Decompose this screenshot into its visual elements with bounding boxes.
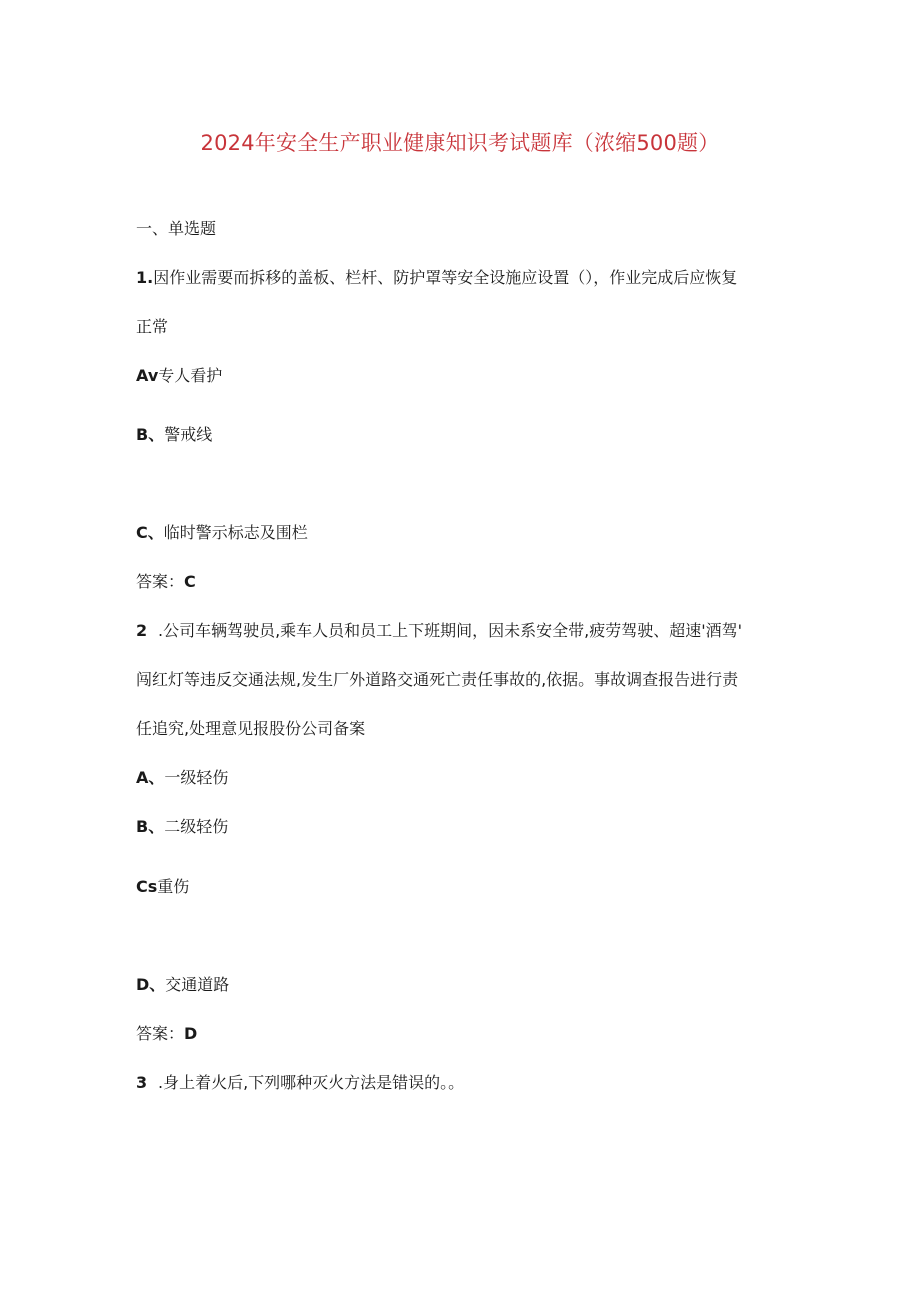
document-title: 2024年安全生产职业健康知识考试题库（浓缩500题） <box>200 131 720 155</box>
question-1-option-b <box>136 424 212 446</box>
answer-value: C <box>184 572 196 591</box>
question-1-number: 1. <box>136 268 154 287</box>
option-key: D、 <box>136 975 166 994</box>
question-2-option-a <box>136 767 228 789</box>
question-2-option-b <box>136 816 228 838</box>
answer-value: D <box>184 1024 198 1043</box>
option-key: B、 <box>136 817 165 836</box>
answer-label: 答案： <box>136 1024 185 1043</box>
question-1-line-1 <box>136 267 737 289</box>
question-3-text: .身上着火后,下列哪种灭火方法是错误的。。 <box>158 1073 465 1092</box>
question-1-text: 因作业需要而拆移的盖板、栏杆、防护罩等安全设施应设置（），作业完成后应恢复 <box>153 268 738 287</box>
question-1-option-c <box>136 522 308 544</box>
question-2-answer <box>136 1023 197 1045</box>
question-2-line-2: 闯红灯等违反交通法规,发生厂外道路交通死亡责任事故的,依据。事故调查报告进行责 <box>136 670 739 689</box>
option-key: A、 <box>136 768 165 787</box>
option-text: 一级轻伤 <box>164 768 229 787</box>
question-2-option-d <box>136 974 229 996</box>
option-text: 警戒线 <box>164 425 213 444</box>
question-1-answer <box>136 571 196 593</box>
question-2-line-3: 任追究,处理意见报股份公司备案 <box>136 719 366 738</box>
question-1-option-a <box>136 365 222 387</box>
option-key: Av <box>136 366 159 385</box>
question-3-line-1 <box>136 1072 464 1094</box>
option-key: Cs <box>136 877 158 896</box>
section-heading: 一、单选题 <box>136 219 217 238</box>
question-3-number: 3 <box>136 1073 148 1092</box>
question-2-option-c <box>136 876 189 898</box>
option-text: 临时警示标志及围栏 <box>163 523 308 542</box>
option-text: 专人看护 <box>158 366 223 385</box>
answer-label: 答案： <box>136 572 185 591</box>
option-text: 交通道路 <box>165 975 230 994</box>
option-text: 重伤 <box>157 877 190 896</box>
option-text: 二级轻伤 <box>164 817 229 836</box>
question-1-line-2: 正常 <box>136 317 169 336</box>
question-2-text: .公司车辆驾驶员,乘车人员和员工上下班期间，因未系安全带,疲劳驾驶、超速'酒驾' <box>158 621 743 640</box>
question-2-line-1 <box>136 620 742 642</box>
option-key: B、 <box>136 425 165 444</box>
option-key: C、 <box>136 523 164 542</box>
question-2-number: 2 <box>136 621 148 640</box>
